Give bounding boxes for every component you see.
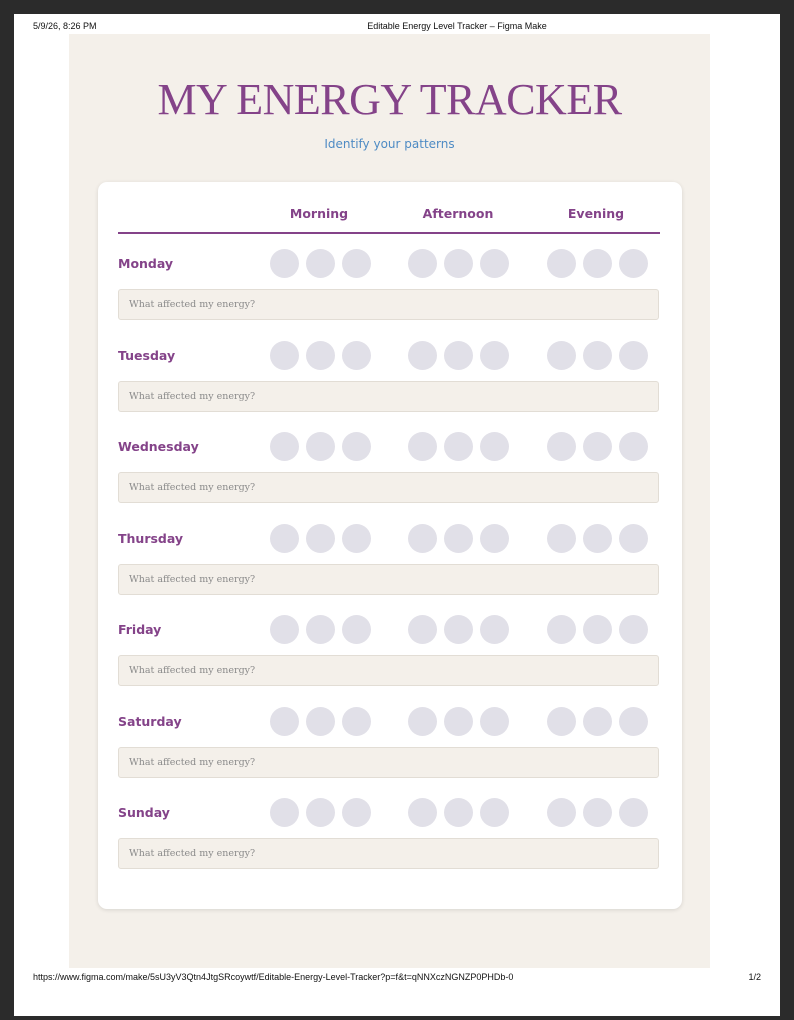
- day-row-sunday: [98, 798, 682, 890]
- energy-dot-afternoon-1[interactable]: [408, 432, 437, 461]
- energy-dot-morning-1[interactable]: [270, 615, 299, 644]
- energy-dot-afternoon-2[interactable]: [444, 341, 473, 370]
- energy-dot-afternoon-3[interactable]: [480, 615, 509, 644]
- print-doc-title: Editable Energy Level Tracker – Figma Make: [367, 21, 547, 31]
- energy-note-field[interactable]: What affected my energy?: [118, 381, 659, 412]
- energy-dot-morning-3[interactable]: [342, 798, 371, 827]
- energy-dot-evening-3[interactable]: [619, 707, 648, 736]
- energy-dot-morning-2[interactable]: [306, 707, 335, 736]
- energy-dot-afternoon-1[interactable]: [408, 249, 437, 278]
- energy-dot-afternoon-3[interactable]: [480, 707, 509, 736]
- day-label: Tuesday: [118, 347, 176, 363]
- energy-dot-morning-3[interactable]: [342, 524, 371, 553]
- energy-dot-evening-2[interactable]: [583, 432, 612, 461]
- energy-dot-morning-2[interactable]: [306, 249, 335, 278]
- energy-dot-morning-1[interactable]: [270, 249, 299, 278]
- day-row-monday: [98, 249, 682, 341]
- energy-note-field[interactable]: What affected my energy?: [118, 289, 659, 320]
- day-label: Monday: [118, 256, 174, 271]
- energy-dot-evening-3[interactable]: [619, 524, 648, 553]
- energy-dot-afternoon-2[interactable]: [444, 524, 473, 553]
- page-subtitle: Identify your patterns: [324, 137, 455, 151]
- energy-dot-evening-1[interactable]: [547, 249, 576, 278]
- day-label: Sunday: [118, 805, 170, 820]
- print-footer: [0, 972, 794, 986]
- print-header: [0, 21, 794, 35]
- energy-dot-evening-1[interactable]: [547, 524, 576, 553]
- energy-dot-morning-2[interactable]: [306, 432, 335, 461]
- energy-dot-evening-3[interactable]: [619, 341, 648, 370]
- energy-dot-afternoon-3[interactable]: [480, 432, 509, 461]
- page-title: MY ENERGY TRACKER: [157, 75, 622, 124]
- energy-dot-morning-1[interactable]: [270, 341, 299, 370]
- energy-dot-morning-2[interactable]: [306, 615, 335, 644]
- day-label: Wednesday: [118, 439, 199, 454]
- energy-dot-afternoon-2[interactable]: [444, 707, 473, 736]
- energy-dot-afternoon-3[interactable]: [480, 524, 509, 553]
- energy-note-field[interactable]: What affected my energy?: [118, 472, 659, 503]
- energy-dot-morning-3[interactable]: [342, 249, 371, 278]
- energy-dot-morning-3[interactable]: [342, 432, 371, 461]
- energy-dot-evening-1[interactable]: [547, 707, 576, 736]
- energy-dot-evening-2[interactable]: [583, 524, 612, 553]
- energy-dot-morning-2[interactable]: [306, 341, 335, 370]
- energy-note-field[interactable]: What affected my energy?: [118, 838, 659, 869]
- energy-dot-afternoon-2[interactable]: [444, 798, 473, 827]
- energy-dot-afternoon-2[interactable]: [444, 615, 473, 644]
- energy-dot-evening-3[interactable]: [619, 432, 648, 461]
- energy-dot-morning-1[interactable]: [270, 798, 299, 827]
- energy-dot-evening-3[interactable]: [619, 615, 648, 644]
- day-row-tuesday: [98, 341, 682, 433]
- energy-dot-afternoon-1[interactable]: [408, 524, 437, 553]
- energy-dot-afternoon-3[interactable]: [480, 249, 509, 278]
- energy-dot-morning-1[interactable]: [270, 432, 299, 461]
- energy-dot-afternoon-2[interactable]: [444, 432, 473, 461]
- energy-dot-evening-2[interactable]: [583, 615, 612, 644]
- energy-note-field[interactable]: What affected my energy?: [118, 564, 659, 595]
- day-row-wednesday: [98, 432, 682, 524]
- energy-dot-morning-2[interactable]: [306, 798, 335, 827]
- column-header-afternoon: Afternoon: [422, 206, 494, 221]
- day-row-saturday: [98, 707, 682, 799]
- day-row-thursday: [98, 524, 682, 616]
- tracker-page: [69, 34, 710, 968]
- day-label: Friday: [118, 622, 162, 637]
- energy-dot-evening-3[interactable]: [619, 249, 648, 278]
- energy-dot-afternoon-1[interactable]: [408, 798, 437, 827]
- column-header-morning: Morning: [289, 206, 349, 221]
- energy-dot-evening-2[interactable]: [583, 798, 612, 827]
- energy-dot-afternoon-3[interactable]: [480, 341, 509, 370]
- energy-dot-evening-1[interactable]: [547, 341, 576, 370]
- energy-dot-evening-1[interactable]: [547, 432, 576, 461]
- energy-dot-afternoon-1[interactable]: [408, 615, 437, 644]
- energy-dot-evening-2[interactable]: [583, 707, 612, 736]
- energy-dot-afternoon-2[interactable]: [444, 249, 473, 278]
- energy-note-field[interactable]: What affected my energy?: [118, 655, 659, 686]
- energy-dot-morning-3[interactable]: [342, 707, 371, 736]
- energy-dot-afternoon-1[interactable]: [408, 707, 437, 736]
- energy-dot-evening-2[interactable]: [583, 341, 612, 370]
- print-page-number: 1/2: [748, 972, 761, 982]
- energy-dot-afternoon-1[interactable]: [408, 341, 437, 370]
- day-label: Saturday: [118, 713, 182, 729]
- energy-dot-morning-1[interactable]: [270, 707, 299, 736]
- energy-dot-evening-1[interactable]: [547, 798, 576, 827]
- energy-dot-morning-3[interactable]: [342, 615, 371, 644]
- header-divider: [118, 232, 660, 234]
- energy-dot-evening-3[interactable]: [619, 798, 648, 827]
- energy-dot-morning-3[interactable]: [342, 341, 371, 370]
- day-label: Thursday: [118, 530, 184, 546]
- energy-dot-afternoon-3[interactable]: [480, 798, 509, 827]
- energy-dot-morning-1[interactable]: [270, 524, 299, 553]
- column-header-evening: Evening: [567, 206, 625, 221]
- print-datetime: 5/9/26, 8:26 PM: [33, 21, 97, 31]
- day-row-friday: [98, 615, 682, 707]
- energy-note-field[interactable]: What affected my energy?: [118, 747, 659, 778]
- tracker-card: [98, 182, 682, 909]
- energy-dot-evening-2[interactable]: [583, 249, 612, 278]
- print-url: https://www.figma.com/make/5sU3yV3Qtn4JtgSRcoywtf/Editable-Energy-Level-Tracker?p=f&t=qNNXczNGNZP0PHDb-0: [33, 972, 514, 982]
- energy-dot-morning-2[interactable]: [306, 524, 335, 553]
- energy-dot-evening-1[interactable]: [547, 615, 576, 644]
